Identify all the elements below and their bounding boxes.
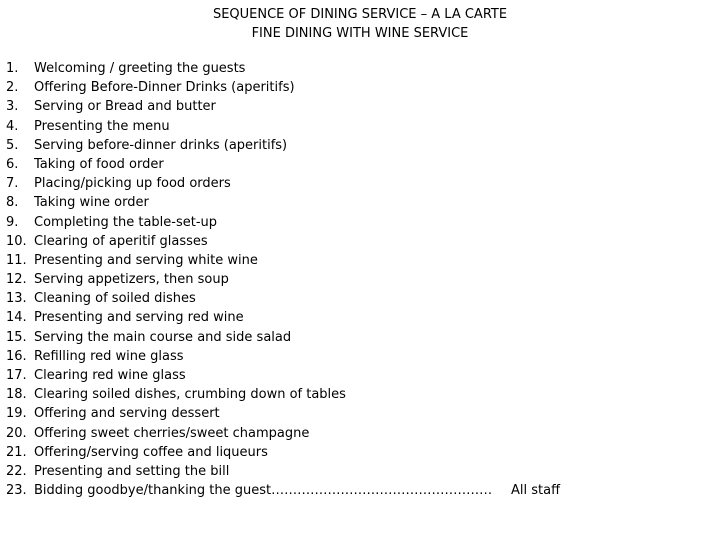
list-item	[0, 213, 720, 232]
list-item	[0, 270, 720, 289]
item-number: 15.	[6, 329, 27, 345]
item-text: Presenting and setting the bill	[34, 463, 230, 479]
list-item	[0, 232, 720, 251]
item-text: Offering sweet cherries/sweet champagne	[34, 425, 310, 441]
item-text: Offering/serving coffee and liqueurs	[34, 444, 268, 460]
item-number: 10.	[6, 233, 27, 249]
item-number: 17.	[6, 368, 27, 383]
list-item	[0, 289, 720, 308]
item-number: 5.	[6, 137, 19, 153]
item-text: Clearing of aperitif glasses	[34, 233, 208, 249]
item-number: 21.	[6, 444, 27, 460]
item-text: Refilling red wine glass	[34, 348, 184, 364]
item-text: Clearing soiled dishes, crumbing down of tables	[34, 387, 346, 403]
list-item	[0, 251, 720, 270]
item-number: 4.	[6, 118, 19, 134]
item-number: 11.	[6, 252, 27, 268]
item-number: 16.	[6, 348, 27, 364]
list-item	[0, 404, 720, 423]
list-item	[0, 136, 720, 155]
list-item	[0, 462, 720, 481]
item-text: Presenting the menu	[34, 118, 170, 134]
item-text: Cleaning of soiled dishes	[34, 291, 196, 307]
document-subtitle: FINE DINING WITH WINE SERVICE	[251, 26, 469, 41]
list-item	[0, 424, 720, 443]
item-number: 7.	[6, 176, 19, 192]
item-text: Serving before-dinner drinks (aperitifs)	[34, 137, 288, 153]
list-item	[0, 308, 720, 327]
item-number: 12.	[6, 272, 27, 288]
list-item	[0, 481, 720, 500]
list-item	[0, 347, 720, 366]
item-number: 8.	[6, 195, 19, 211]
item-note: All staff	[511, 483, 561, 499]
document-title: SEQUENCE OF DINING SERVICE – A LA CARTE	[212, 7, 508, 22]
item-text: Offering and serving dessert	[34, 406, 220, 422]
item-number: 13.	[6, 291, 27, 307]
item-text: Completing the table-set-up	[34, 214, 218, 230]
item-text: Serving or Bread and butter	[34, 99, 216, 115]
list-item	[0, 117, 720, 136]
item-text: Offering Before-Dinner Drinks (aperitifs)	[34, 80, 295, 96]
list-item	[0, 155, 720, 174]
list-item	[0, 366, 720, 385]
item-number: 18.	[6, 387, 27, 403]
item-text: Serving the main course and side salad	[34, 329, 292, 345]
item-number: 9.	[6, 214, 19, 230]
list-item	[0, 193, 720, 212]
item-text: Placing/picking up food orders	[34, 176, 231, 192]
item-number: 14.	[6, 310, 27, 326]
item-number: 3.	[6, 99, 19, 115]
item-text: Clearing red wine glass	[34, 368, 186, 383]
item-number: 2.	[6, 80, 19, 96]
item-text: Taking of food order	[34, 156, 164, 172]
item-text: Presenting and serving white wine	[34, 252, 258, 268]
item-number: 6.	[6, 156, 19, 172]
list-item	[0, 385, 720, 404]
list-item	[0, 443, 720, 462]
item-number: 23.	[6, 483, 27, 499]
item-number: 20.	[6, 425, 27, 441]
item-number: 22.	[6, 463, 27, 479]
item-text: Serving appetizers, then soup	[34, 272, 229, 288]
service-sequence-list	[0, 59, 720, 500]
list-item	[0, 174, 720, 193]
item-number: 19.	[6, 406, 27, 422]
list-item	[0, 78, 720, 97]
item-text: Presenting and serving red wine	[34, 310, 244, 326]
list-item	[0, 328, 720, 347]
list-item	[0, 59, 720, 78]
item-text: Bidding goodbye/thanking the guest……………………………………………	[34, 483, 493, 499]
list-item	[0, 97, 720, 116]
item-text: Taking wine order	[34, 195, 149, 211]
item-text: Welcoming / greeting the guests	[34, 61, 246, 76]
item-number: 1.	[6, 61, 19, 76]
